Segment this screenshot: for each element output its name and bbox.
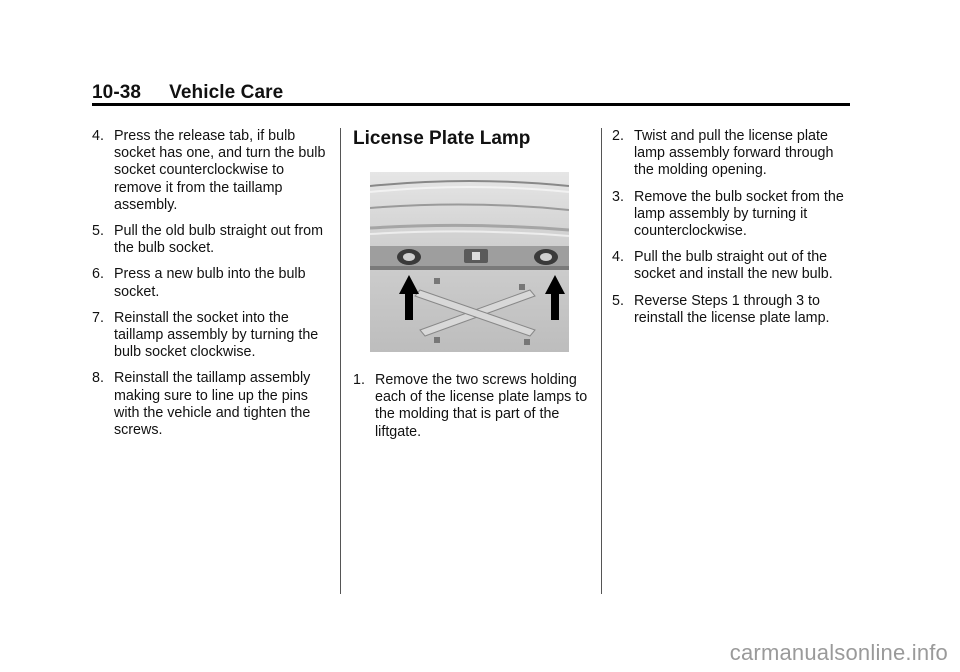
step-item [612, 293, 857, 327]
step-list [353, 372, 589, 441]
step-text: Reverse Steps 1 through 3 to reinstall the license plate lamp. [634, 292, 830, 326]
column-divider-1 [340, 128, 341, 594]
step-number: 4. [92, 128, 104, 144]
step-item [92, 128, 332, 214]
section-heading: License Plate Lamp [353, 128, 531, 149]
step-number: 1. [353, 372, 365, 388]
license-plate-lamp-figure [370, 172, 569, 352]
step-text: Remove the bulb socket from the lamp assembly by turning it counterclockwise. [634, 188, 844, 240]
step-text: Reinstall the socket into the taillamp assembly by turning the bulb socket clockwise. [114, 309, 319, 361]
step-number: 6. [92, 266, 104, 283]
step-text: Remove the two screws holding each of the license plate lamps to the molding that is part of the liftgate. [375, 372, 588, 440]
step-text: Press the release tab, if bulb socket has one, and turn the bulb socket counterclockwise to remove it from the taillamp assembly. [114, 128, 326, 213]
step-text: Twist and pull the license plate lamp assembly forward through the molding opening. [634, 128, 834, 179]
step-text: Press a new bulb into the bulb socket. [114, 266, 306, 300]
step-number: 3. [612, 188, 624, 205]
step-item [612, 249, 857, 283]
header-rule [92, 103, 850, 106]
step-item [353, 372, 589, 441]
step-item [612, 189, 857, 241]
step-number: 4. [612, 249, 624, 266]
step-number: 5. [612, 292, 624, 309]
step-text: Pull the bulb straight out of the socket and install the new bulb. [634, 249, 833, 283]
step-list [92, 128, 332, 439]
step-item [92, 370, 332, 439]
column-3 [612, 128, 857, 336]
column-1 [92, 128, 332, 448]
step-number: 5. [92, 223, 104, 240]
step-text: Pull the old bulb straight out from the bulb socket. [114, 223, 324, 257]
step-item [612, 128, 857, 180]
section-title: Vehicle Care [169, 82, 284, 103]
step-number: 7. [92, 309, 104, 326]
column-2 [353, 128, 589, 450]
license-plate-lamp-illustration [370, 172, 569, 352]
step-number: 8. [92, 370, 104, 387]
watermark: carmanualsonline.info [729, 640, 948, 665]
step-number: 2. [612, 128, 624, 144]
step-list [612, 128, 857, 327]
step-text: Reinstall the taillamp assembly making sure to line up the pins with the vehicle and tighten the screws. [114, 370, 311, 439]
column-divider-2 [601, 128, 602, 594]
page-number: 10-38 [92, 82, 142, 103]
page-header [92, 82, 283, 104]
step-item [92, 310, 332, 362]
step-item [92, 266, 332, 300]
step-item [92, 223, 332, 257]
